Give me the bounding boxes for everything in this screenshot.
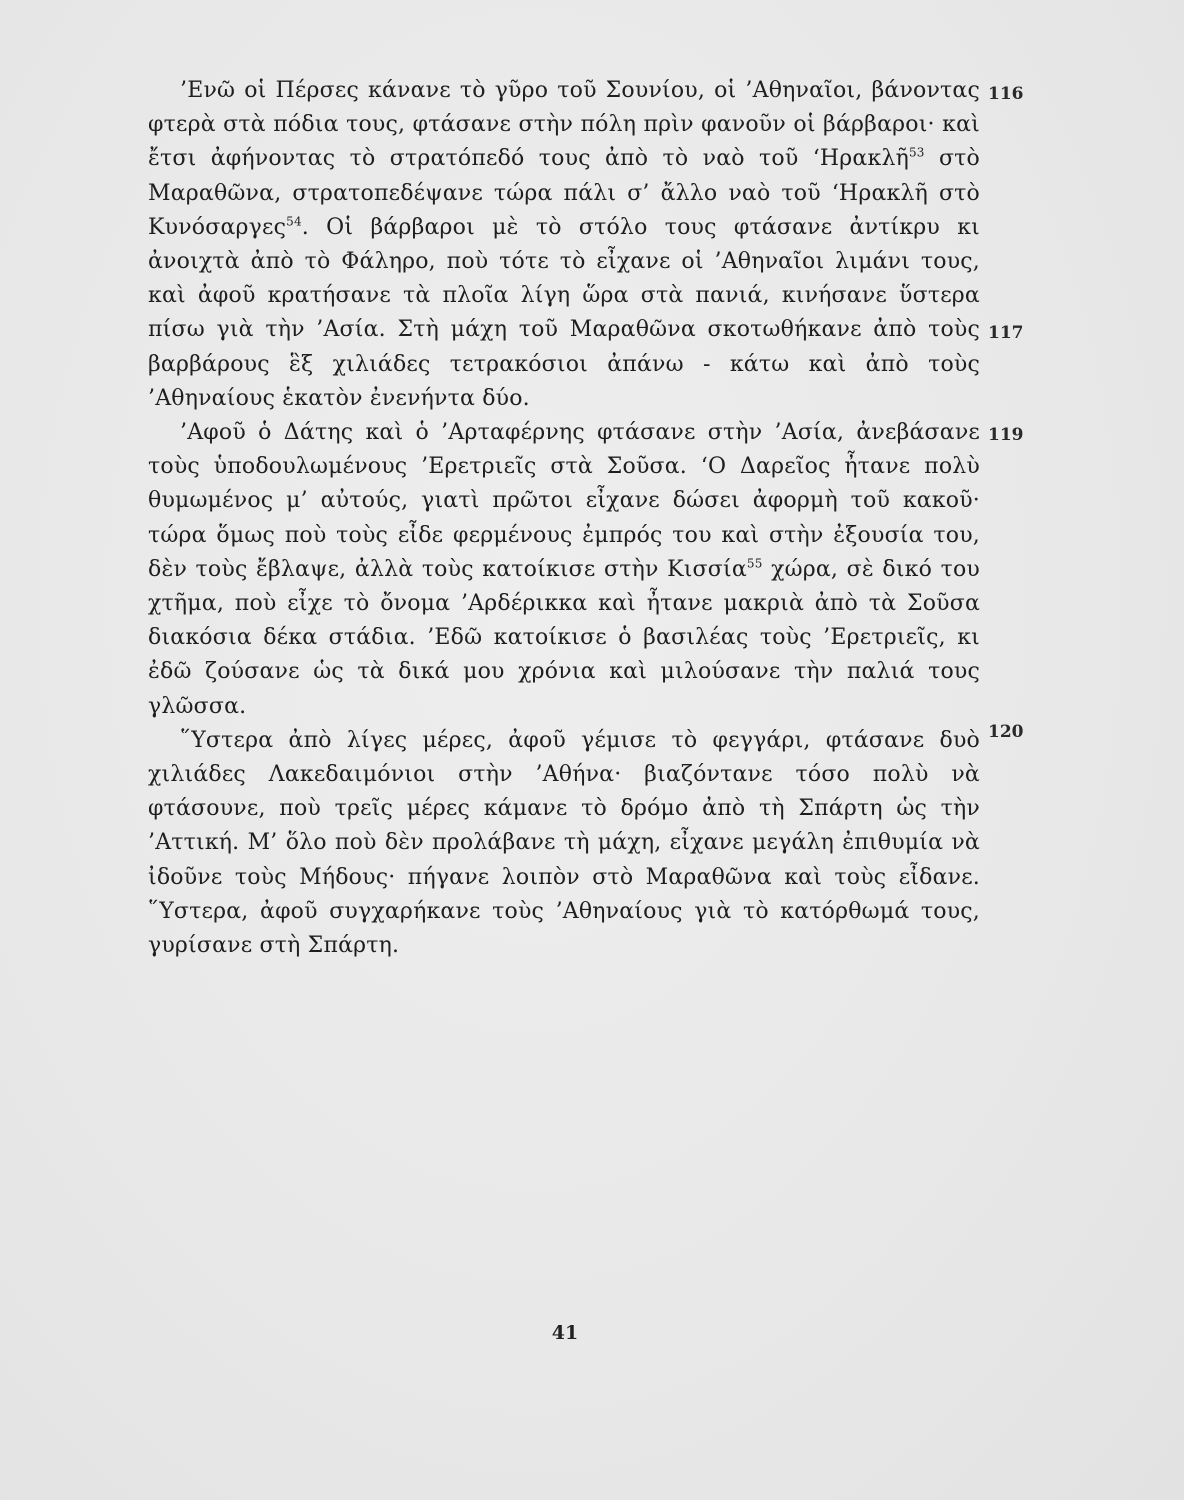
body-text — [148, 74, 980, 963]
text-run: στὸ Μαραθῶνα, στρατοπεδέψανε τώρα πάλι σ’ ἄλλο ναὸ τοῦ ‘Ηρακλῆ στὸ Κυνόσαργες — [148, 146, 980, 240]
footnote-ref-55: 55 — [746, 556, 763, 571]
margin-section-number: 116 — [988, 84, 1024, 104]
paragraph-1 — [148, 74, 980, 416]
margin-section-number: 117 — [988, 323, 1024, 343]
text-run: ’Ενῶ οἱ Πέρσες κάνανε τὸ γῦρο τοῦ Σουνίου, οἱ ’Αθηναῖοι, βάνοντας φτερὰ στὰ πόδια τους, φτάσανε στὴν πόλη πρὶν φανοῦν οἱ βάρβαροι· καὶ ἔτσι ἀφήνοντας τὸ στρατόπεδό τους ἀπὸ τὸ ναὸ τοῦ ‘Ηρακλῆ — [148, 78, 980, 172]
page-number: 41 — [551, 1322, 579, 1344]
footnote-ref-54: 54 — [286, 214, 302, 229]
margin-section-number: 120 — [988, 722, 1024, 742]
text-run: ῞Υστερα ἀπὸ λίγες μέρες, ἀφοῦ γέμισε τὸ φεγγάρι, φτάσανε δυὸ χιλιάδες Λακεδαιμόνιοι στὴν ’Αθήνα· βιαζόντανε τόσο πολὺ νὰ φτάσουνε, ποὺ τρεῖς μέρες κάμανε τὸ δρόμο ἀπὸ τὴ Σπάρτη ὡς τὴν ’Αττική. Μ’ ὅλο ποὺ δὲν προλάβανε τὴ μάχη, εἶχανε μεγάλη ἐπιθυμία νὰ ἰδοῦνε τοὺς Μήδους· πήγανε λοιπὸν στὸ Μαραθῶνα καὶ τοὺς εἶδανε. ῞Υστερα, ἀφοῦ συγχαρήκανε τοὺς ’Αθηναίους γιὰ τὸ κατόρθωμά τους, γυρίσανε στὴ Σπάρτη. — [148, 727, 980, 959]
text-run: ’Αφοῦ ὁ Δάτης καὶ ὁ ’Αρταφέρνης φτάσανε στὴν ’Ασία, ἀνεβάσανε τοὺς ὑποδουλωμένους ’Ερετριεῖς στὰ Σοῦσα. ‘Ο Δαρεῖος ἦτανε πολὺ θυμωμένος μ’ αὐτούς, γιατὶ πρῶτοι εἶχανε δώσει ἀφορμὴ τοῦ κακοῦ· τώρα ὅμως ποὺ τοὺς εἶδε φερμένους ἐμπρός του καὶ στὴν ἐξουσία του, δὲν τοὺς ἔβλαψε, ἀλλὰ τοὺς κατοίκισε στὴν Κισσία — [148, 420, 980, 582]
text-run: χώρα, σὲ δικό του χτῆμα, ποὺ εἶχε τὸ ὄνομα ’Αρδέρικκα καὶ ἦτανε μακριὰ ἀπὸ τὰ Σοῦσα διακόσια δέκα στάδια. ’Εδῶ κατοίκισε ὁ βασιλέας τοὺς ’Ερετριεῖς, κι ἐδῶ ζούσανε ὡς τὰ δικά μου χρόνια καὶ μιλούσανε τὴν παλιά τους γλῶσσα. — [148, 556, 980, 719]
margin-section-number: 119 — [988, 425, 1024, 445]
text-run: . Οἱ βάρβαροι μὲ τὸ στόλο τους φτάσανε ἀντίκρυ κι ἀνοιχτὰ ἀπὸ τὸ Φάληρο, ποὺ τότε τὸ εἶχανε οἱ ’Αθηναῖοι λιμάνι τους, καὶ ἀφοῦ κρατήσανε τὰ πλοῖα λίγη ὥρα στὰ πανιά, κινήσανε ὕστερα πίσω γιὰ τὴν ’Ασία. Στὴ μάχη τοῦ Μαραθῶνα σκοτωθήκανε ἀπὸ τοὺς βαρβάρους ἓξ χιλιάδες τετρακόσιοι ἀπάνω - κάτω καὶ ἀπὸ τοὺς ’Αθηναίους ἑκατὸν ἐνενήντα δύο. — [148, 214, 980, 411]
paragraph-2 — [148, 416, 980, 724]
footnote-ref-53: 53 — [908, 146, 925, 161]
paragraph-3 — [148, 724, 980, 963]
